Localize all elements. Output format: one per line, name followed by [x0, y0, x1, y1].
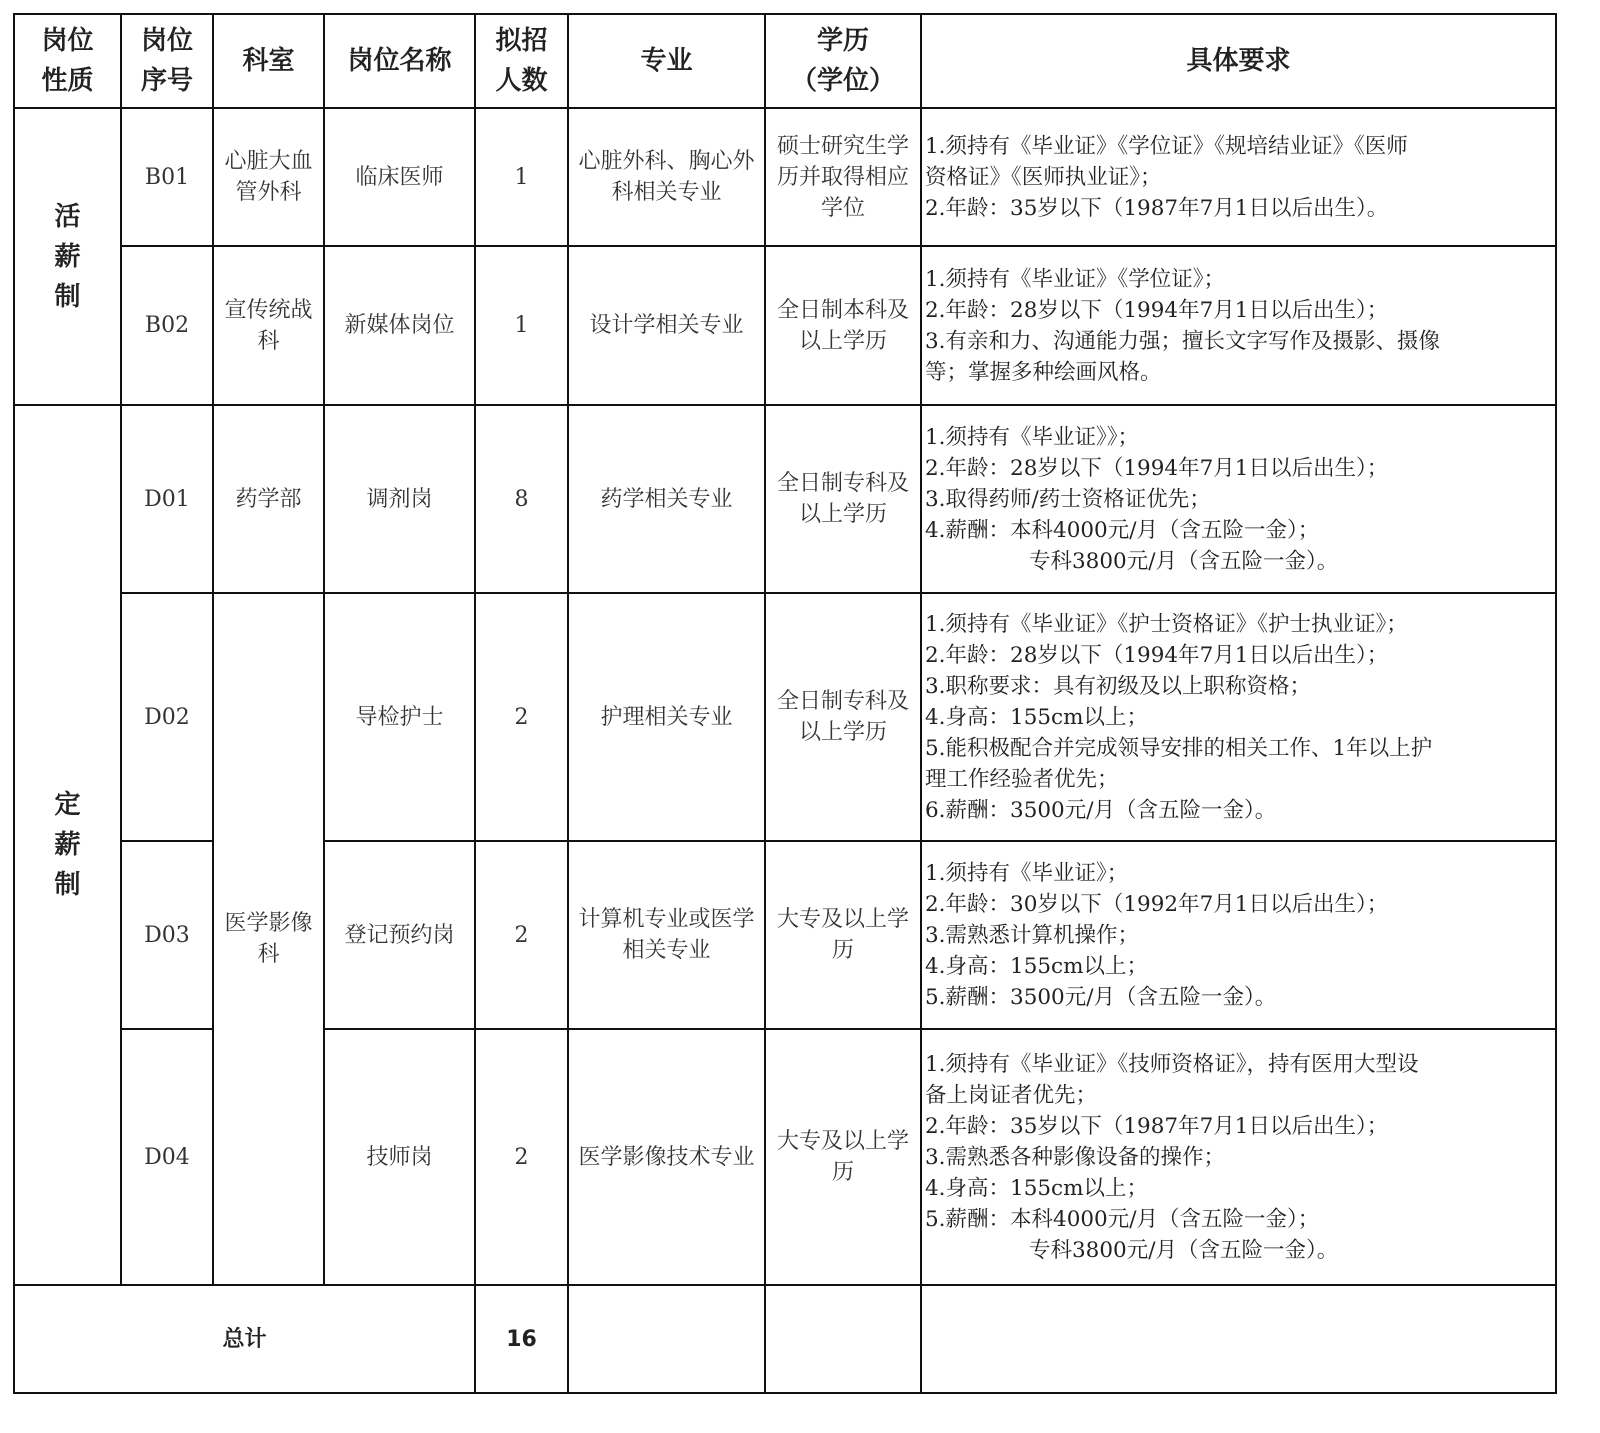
position-code: D04	[121, 1029, 213, 1285]
header-label: 专业	[640, 46, 693, 76]
requirement-line: 3.需熟悉各种影像设备的操作；	[925, 1144, 1226, 1170]
requirement-line: 3.取得药师/药士资格证优先；	[925, 486, 1211, 512]
requirement-line: 1.须持有《毕业证》《护士资格证》《护士执业证》；	[925, 611, 1408, 637]
requirement-line: 备上岗证者优先；	[925, 1082, 1098, 1108]
header-code	[121, 14, 213, 108]
requirement-line: 专科3800元/月（含五险一金）。	[1029, 1237, 1339, 1263]
header-label: 具体要求	[1186, 46, 1291, 76]
total-count: 16	[475, 1285, 568, 1393]
education: 全日制本科及以上学历	[765, 246, 921, 405]
position-code: B02	[121, 246, 213, 405]
education: 大专及以上学历	[765, 1029, 921, 1285]
requirements	[921, 841, 1556, 1029]
requirement-line: 专科3800元/月（含五险一金）。	[1029, 548, 1339, 574]
requirement-line: 2.年龄：30岁以下（1992年7月1日以后出生）；	[925, 891, 1389, 917]
requirement-line: 1.须持有《毕业证》《技师资格证》，持有医用大型设	[925, 1051, 1419, 1077]
major: 计算机专业或医学相关专业	[568, 841, 765, 1029]
position-name: 调剂岗	[324, 405, 475, 593]
education: 全日制专科及以上学历	[765, 593, 921, 841]
header-label: 拟招人数	[495, 26, 548, 96]
department: 心脏大血管外科	[213, 108, 324, 246]
requirement-line: 2.年龄：28岁以下（1994年7月1日以后出生）；	[925, 455, 1389, 481]
requirement-line: 5.薪酬：3500元/月（含五险一金）。	[925, 984, 1277, 1010]
requirement-line: 2.年龄：28岁以下（1994年7月1日以后出生）；	[925, 642, 1389, 668]
department: 宣传统战科	[213, 246, 324, 405]
total-label: 总计	[14, 1285, 475, 1393]
requirement-line: 4.身高：155cm以上；	[925, 953, 1148, 979]
table-row	[14, 246, 1556, 405]
position-code: D01	[121, 405, 213, 593]
position-nature: 活薪制	[54, 201, 81, 312]
total-row	[14, 1285, 1556, 1393]
header-dept	[213, 14, 324, 108]
position-nature-cell	[14, 108, 121, 405]
requirement-line: 资格证》《医师执业证》；	[925, 164, 1162, 190]
requirement-line: 4.薪酬：本科4000元/月（含五险一金）；	[925, 517, 1320, 543]
requirement-line: 5.薪酬：本科4000元/月（含五险一金）；	[925, 1206, 1320, 1232]
requirement-line: 1.须持有《毕业证》；	[925, 860, 1129, 886]
table-row	[14, 593, 1556, 841]
hire-count: 1	[475, 108, 568, 246]
table-row	[14, 108, 1556, 246]
position-nature-cell	[14, 405, 121, 1285]
requirement-line: 6.薪酬：3500元/月（含五险一金）。	[925, 797, 1277, 823]
education: 大专及以上学历	[765, 841, 921, 1029]
header-row	[14, 14, 1556, 108]
hire-count: 1	[475, 246, 568, 405]
requirement-line: 1.须持有《毕业证》《学位证》《规培结业证》《医师	[925, 133, 1408, 159]
education: 全日制专科及以上学历	[765, 405, 921, 593]
major: 医学影像技术专业	[568, 1029, 765, 1285]
department: 药学部	[213, 405, 324, 593]
requirement-line: 4.身高：155cm以上；	[925, 704, 1148, 730]
header-major	[568, 14, 765, 108]
header-label: 岗位性质	[41, 26, 94, 96]
major: 设计学相关专业	[568, 246, 765, 405]
hire-count: 2	[475, 841, 568, 1029]
requirements	[921, 593, 1556, 841]
empty-cell	[765, 1285, 921, 1393]
requirements	[921, 405, 1556, 593]
position-code: B01	[121, 108, 213, 246]
position-name: 新媒体岗位	[324, 246, 475, 405]
header-label: 岗位序号	[140, 26, 193, 96]
position-code: D03	[121, 841, 213, 1029]
requirement-line: 1.须持有《毕业证》《学位证》；	[925, 266, 1226, 292]
major: 护理相关专业	[568, 593, 765, 841]
requirement-line: 3.需熟悉计算机操作；	[925, 922, 1140, 948]
major: 心脏外科、胸心外科相关专业	[568, 108, 765, 246]
requirements	[921, 1029, 1556, 1285]
requirement-line: 等；掌握多种绘画风格。	[925, 359, 1162, 385]
recruitment-table	[13, 13, 1557, 1394]
requirement-line: 1.须持有《毕业证》》；	[925, 424, 1140, 450]
header-label: 科室	[242, 46, 295, 76]
header-label: 岗位名称	[347, 46, 452, 76]
position-name: 临床医师	[324, 108, 475, 246]
requirement-line: 4.身高：155cm以上；	[925, 1175, 1148, 1201]
header-count	[475, 14, 568, 108]
position-nature: 定薪制	[54, 790, 81, 900]
requirement-line: 3.职称要求：具有初级及以上职称资格；	[925, 673, 1312, 699]
header-nature	[14, 14, 121, 108]
header-requirements	[921, 14, 1556, 108]
requirement-line: 2.年龄：35岁以下（1987年7月1日以后出生）。	[925, 195, 1389, 221]
header-education	[765, 14, 921, 108]
empty-cell	[921, 1285, 1556, 1393]
requirements	[921, 108, 1556, 246]
requirement-line: 理工作经验者优先；	[925, 766, 1119, 792]
hire-count: 2	[475, 593, 568, 841]
header-position	[324, 14, 475, 108]
major: 药学相关专业	[568, 405, 765, 593]
requirement-line: 2.年龄：35岁以下（1987年7月1日以后出生）；	[925, 1113, 1389, 1139]
header-label: 学历（学位）	[790, 26, 895, 96]
hire-count: 2	[475, 1029, 568, 1285]
requirement-line: 5.能积极配合并完成领导安排的相关工作、1年以上护	[925, 735, 1433, 761]
position-name: 登记预约岗	[324, 841, 475, 1029]
position-name: 导检护士	[324, 593, 475, 841]
requirements	[921, 246, 1556, 405]
department: 医学影像科	[213, 593, 324, 1285]
requirement-line: 2.年龄：28岁以下（1994年7月1日以后出生）；	[925, 297, 1389, 323]
table-row	[14, 405, 1556, 593]
education: 硕士研究生学历并取得相应学位	[765, 108, 921, 246]
hire-count: 8	[475, 405, 568, 593]
requirement-line: 3.有亲和力、沟通能力强；擅长文字写作及摄影、摄像	[925, 328, 1441, 354]
position-name: 技师岗	[324, 1029, 475, 1285]
empty-cell	[568, 1285, 765, 1393]
position-code: D02	[121, 593, 213, 841]
